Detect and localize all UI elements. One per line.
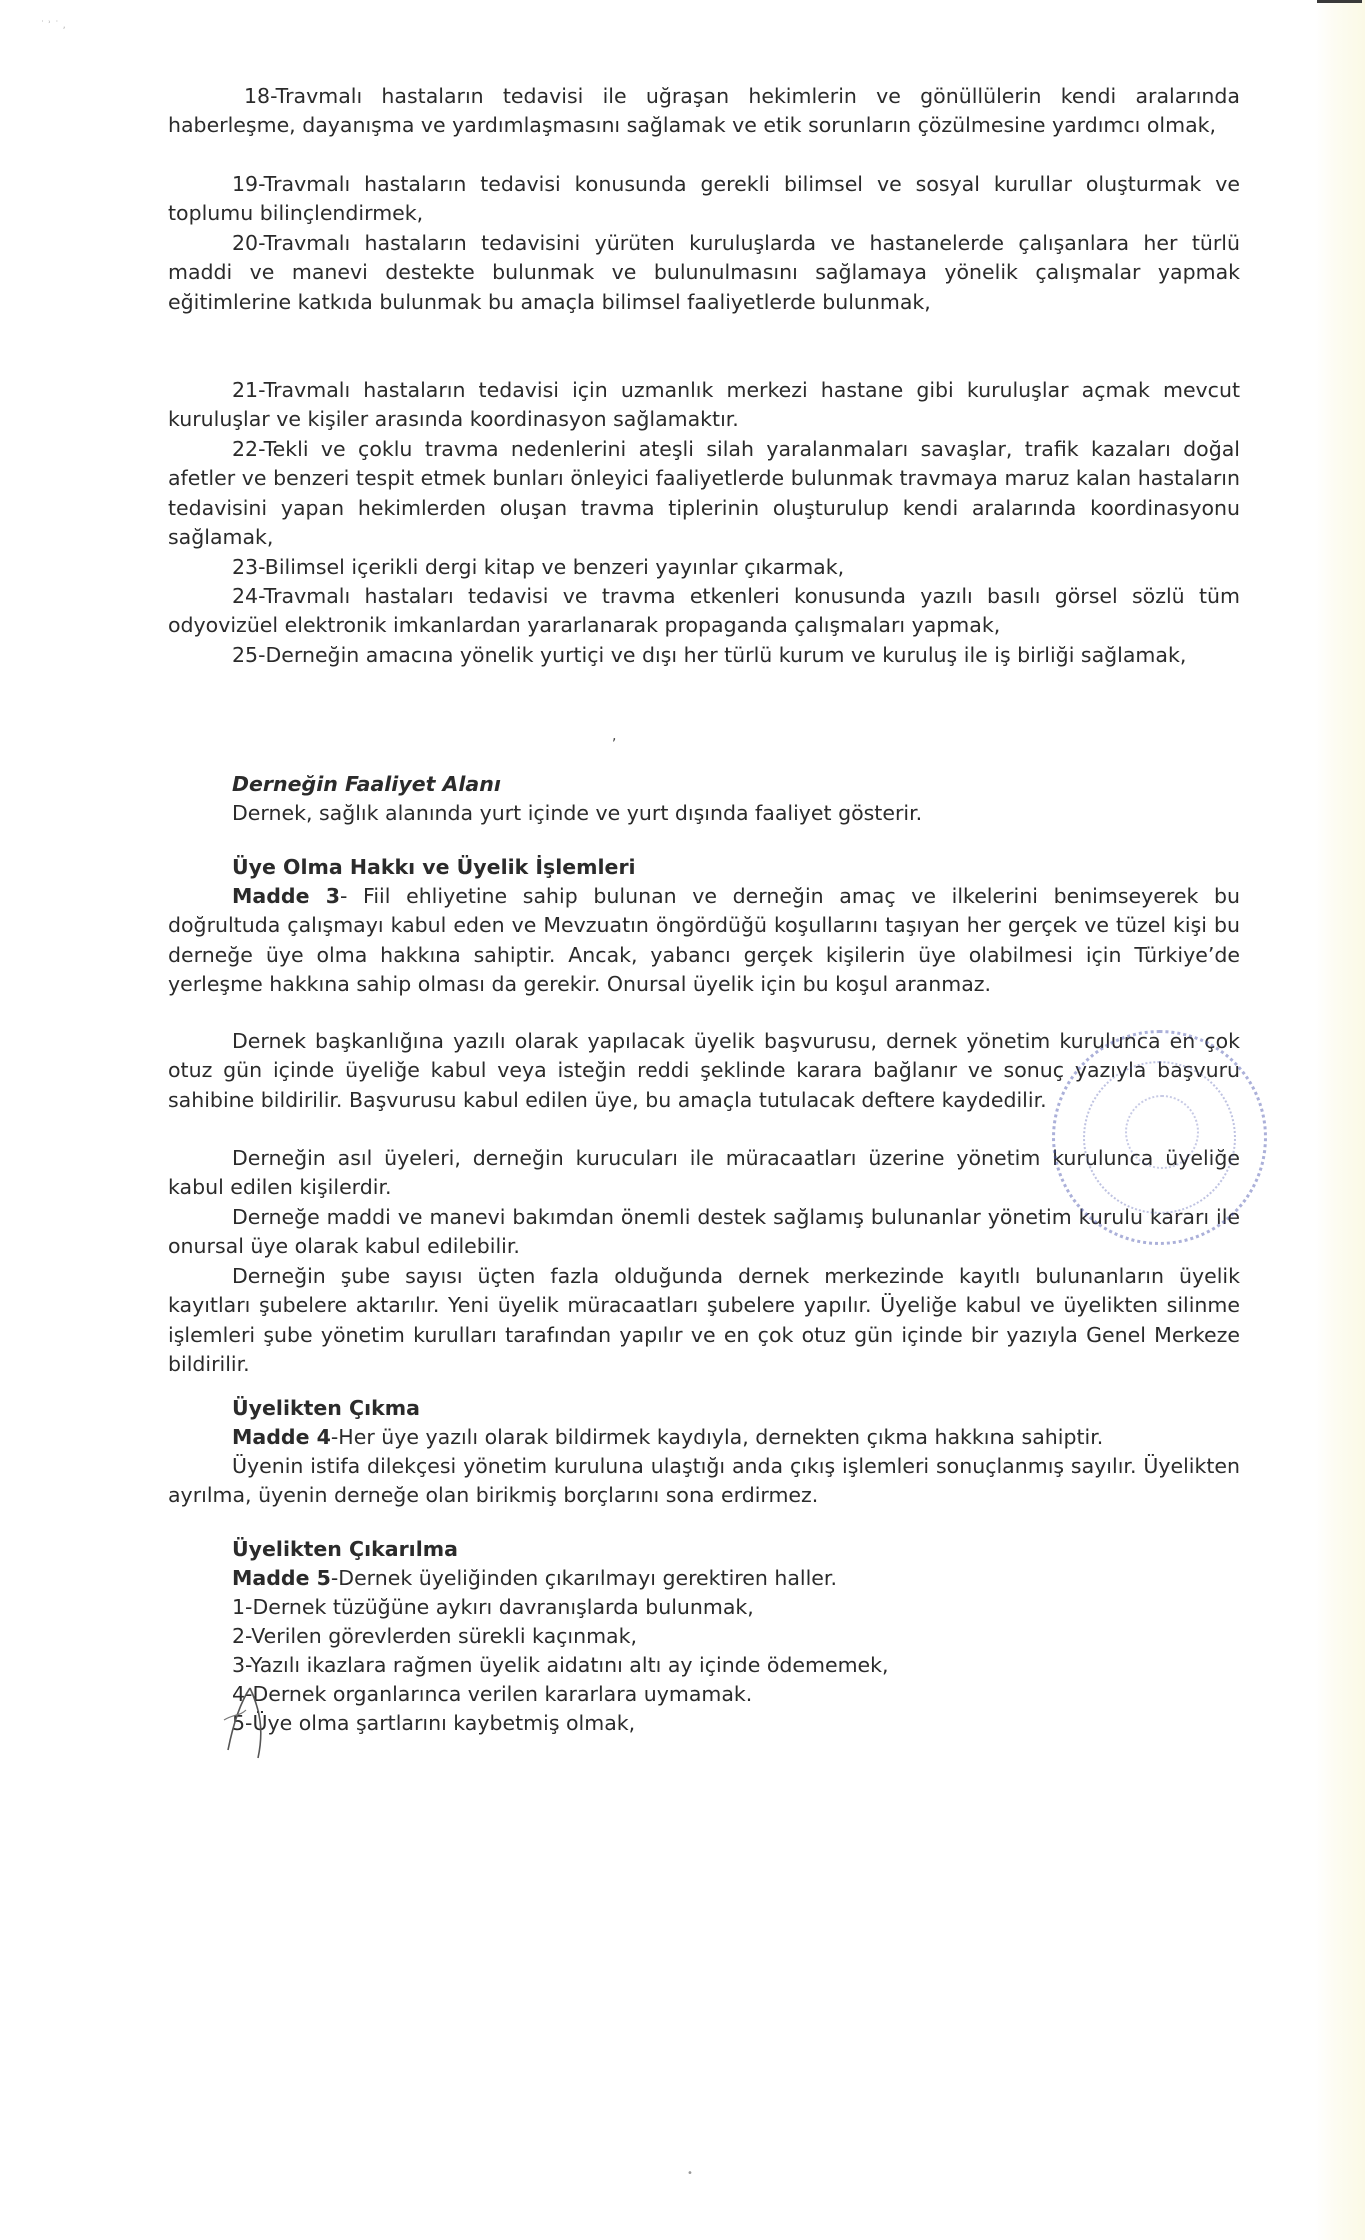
- item-21-text: 21-Travmalı hastaların tedavisi için uzmanlık merkezi hastane gibi kuruluşlar açmak mevcut kuruluşlar ve kişiler arasında koordinasyon sağlamaktır.: [168, 378, 1240, 432]
- stray-comma-mark: ,: [612, 728, 617, 744]
- item-23: [168, 553, 1240, 582]
- item-21: [168, 376, 1240, 435]
- madde-5: [232, 1564, 837, 1593]
- item-22: [168, 435, 1240, 552]
- item-19: [168, 170, 1240, 229]
- uyelik-paragraph-1-text: Dernek başkanlığına yazılı olarak yapılacak üyelik başvurusu, dernek yönetim kurulunca en çok otuz gün içinde üyeliğe kabul veya isteğin reddi şeklinde karara bağlanır ve sonuç yazıyla başvuru sahibine bildirilir. Başvurusu kabul edilen üye, bu amaçla tutulacak deftere kaydedilir.: [168, 1029, 1240, 1112]
- item-24: [168, 582, 1240, 641]
- madde-4-paragraph: [168, 1423, 1240, 1452]
- item-22-text: 22-Tekli ve çoklu travma nedenlerini ateşli silah yaralanmaları savaşlar, trafik kazaları doğal afetler ve benzeri tespit etmek bunları önleyici faaliyetlerde bulunmak travmaya maruz kalan hastaların tedavisini yapan hekimlerden oluşan travma tiplerinin oluşturulup kendi aralarında koordinasyonu sağlamak,: [168, 437, 1240, 549]
- uyelik-paragraph-3: [168, 1203, 1240, 1262]
- item-19-text: 19-Travmalı hastaların tedavisi konusunda gerekli bilimsel ve sosyal kurullar oluşturmak ve toplumu bilinçlendirmek,: [168, 172, 1240, 226]
- madde-3-label: Madde 3: [232, 884, 341, 908]
- item-18-text: 18-Travmalı hastaların tedavisi ile uğraşan hekimlerin ve gönüllülerin kendi aralarında haberleşme, dayanışma ve yardımlaşmasını sağlamak ve etik sorunların çözülmesine yardımcı olmak,: [168, 84, 1240, 138]
- item-24-text: 24-Travmalı hastaları tedavisi ve travma etkenleri konusunda yazılı basılı görsel sözlü tüm odyovizüel elektronik imkanlardan yararlanarak propaganda çalışmaları yapmak,: [168, 584, 1240, 638]
- cikma-paragraph-text: Üyenin istifa dilekçesi yönetim kuruluna ulaştığı anda çıkış işlemleri sonuçlanmış sayılır. Üyelikten ayrılma, üyenin derneğe olan birikmiş borçlarını sona erdirmez.: [168, 1454, 1240, 1508]
- madde-3-text: - Fiil ehliyetine sahip bulunan ve derneğin amaç ve ilkelerini benimseyerek bu doğrultuda çalışmayı kabul eden ve Mevzuatın öngördüğü koşullarını taşıyan her gerçek ve tüzel kişi bu derneğe üye olma hakkına sahiptir. Ancak, yabancı gerçek kişilerin üye olabilmesi için Türkiye’de yerleşme hakkına sahip olması da gerekir. Onursal üyelik için bu koşul aranmaz.: [168, 884, 1240, 996]
- cikma-paragraph: [168, 1452, 1240, 1511]
- item-20-text: 20-Travmalı hastaların tedavisini yürüten kuruluşlarda ve hastanelerde çalışanlara her türlü maddi ve manevi destekte bulunmak ve bulunulmasını sağlamaya yönelik çalışmalar yapmak eğitimlerine katkıda bulunmak bu amaçla bilimsel faaliyetlerde bulunmak,: [168, 231, 1240, 314]
- cikarilma-item-4: 4-Dernek organlarınca verilen kararlara uymamak.: [232, 1682, 753, 1706]
- item-25-text: 25-Derneğin amacına yönelik yurtiçi ve dışı her türlü kurum ve kuruluş ile iş birliği sağlamak,: [232, 643, 1187, 667]
- cikarilma-item-5: 5-Üye olma şartlarını kaybetmiş olmak,: [232, 1711, 636, 1735]
- scan-corner-mark: [1317, 0, 1362, 3]
- bottom-dot-mark: •: [687, 2168, 693, 2179]
- cikarilma-item-2: 2-Verilen görevlerden sürekli kaçınmak,: [232, 1624, 638, 1648]
- madde-5-label: Madde 5: [232, 1566, 331, 1590]
- cikarilma-item-3: 3-Yazılı ikazlara rağmen üyelik aidatını altı ay içinde ödememek,: [232, 1653, 889, 1677]
- madde-4-label: Madde 4: [232, 1425, 331, 1449]
- section-heading-cikarilma: Üyelikten Çıkarılma: [232, 1537, 458, 1561]
- faaliyet-text: Dernek, sağlık alanında yurt içinde ve yurt dışında faaliyet gösterir.: [232, 801, 923, 825]
- madde-5-text: -Dernek üyeliğinden çıkarılmayı gerektiren haller.: [330, 1566, 837, 1590]
- madde-4: [168, 1423, 1240, 1452]
- official-stamp: [1052, 1030, 1267, 1245]
- item-23-text: 23-Bilimsel içerikli dergi kitap ve benzeri yayınlar çıkarmak,: [232, 555, 845, 579]
- item-25: [168, 641, 1240, 670]
- section-heading-faaliyet: Derneğin Faaliyet Alanı: [232, 772, 501, 796]
- madde-4-text: -Her üye yazılı olarak bildirmek kaydıyla, dernekten çıkma hakkına sahiptir.: [330, 1425, 1104, 1449]
- uyelik-paragraph-4: [168, 1262, 1240, 1379]
- section-heading-cikma: Üyelikten Çıkma: [232, 1396, 420, 1420]
- uyelik-paragraph-2-text: Derneğin asıl üyeleri, derneğin kurucuları ile müracaatları üzerine yönetim kurulunca üyeliğe kabul edilen kişilerdir.: [168, 1146, 1240, 1200]
- uyelik-paragraph-4-text: Derneğin şube sayısı üçten fazla olduğunda dernek merkezinde kayıtlı bulunanların üyelik kayıtları şubelere aktarılır. Yeni üyelik müracaatları şubelere yapılır. Üyeliğe kabul ve üyelikten silinme işlemleri şube yönetim kurulları tarafından yapılır ve en çok otuz gün içinde bir yazıyla Genel Merkeze bildirilir.: [168, 1264, 1240, 1376]
- scan-edge-strip: [1315, 0, 1365, 2240]
- item-18: [168, 82, 1240, 141]
- item-20: [168, 229, 1240, 317]
- signature-mark: [220, 1680, 290, 1760]
- cikarilma-item-1: 1-Dernek tüzüğüne aykırı davranışlarda bulunmak,: [232, 1595, 754, 1619]
- section-heading-uyelik: Üye Olma Hakkı ve Üyelik İşlemleri: [232, 855, 636, 879]
- madde-3-paragraph: [168, 882, 1240, 999]
- uyelik-paragraph-3-text: Derneğe maddi ve manevi bakımdan önemli destek sağlamış bulunanlar yönetim kurulu kararı ile onursal üye olarak kabul edilebilir.: [168, 1205, 1240, 1259]
- scan-specks: ˙ ʾ ˙ ,: [40, 20, 66, 31]
- madde-3: [168, 882, 1240, 999]
